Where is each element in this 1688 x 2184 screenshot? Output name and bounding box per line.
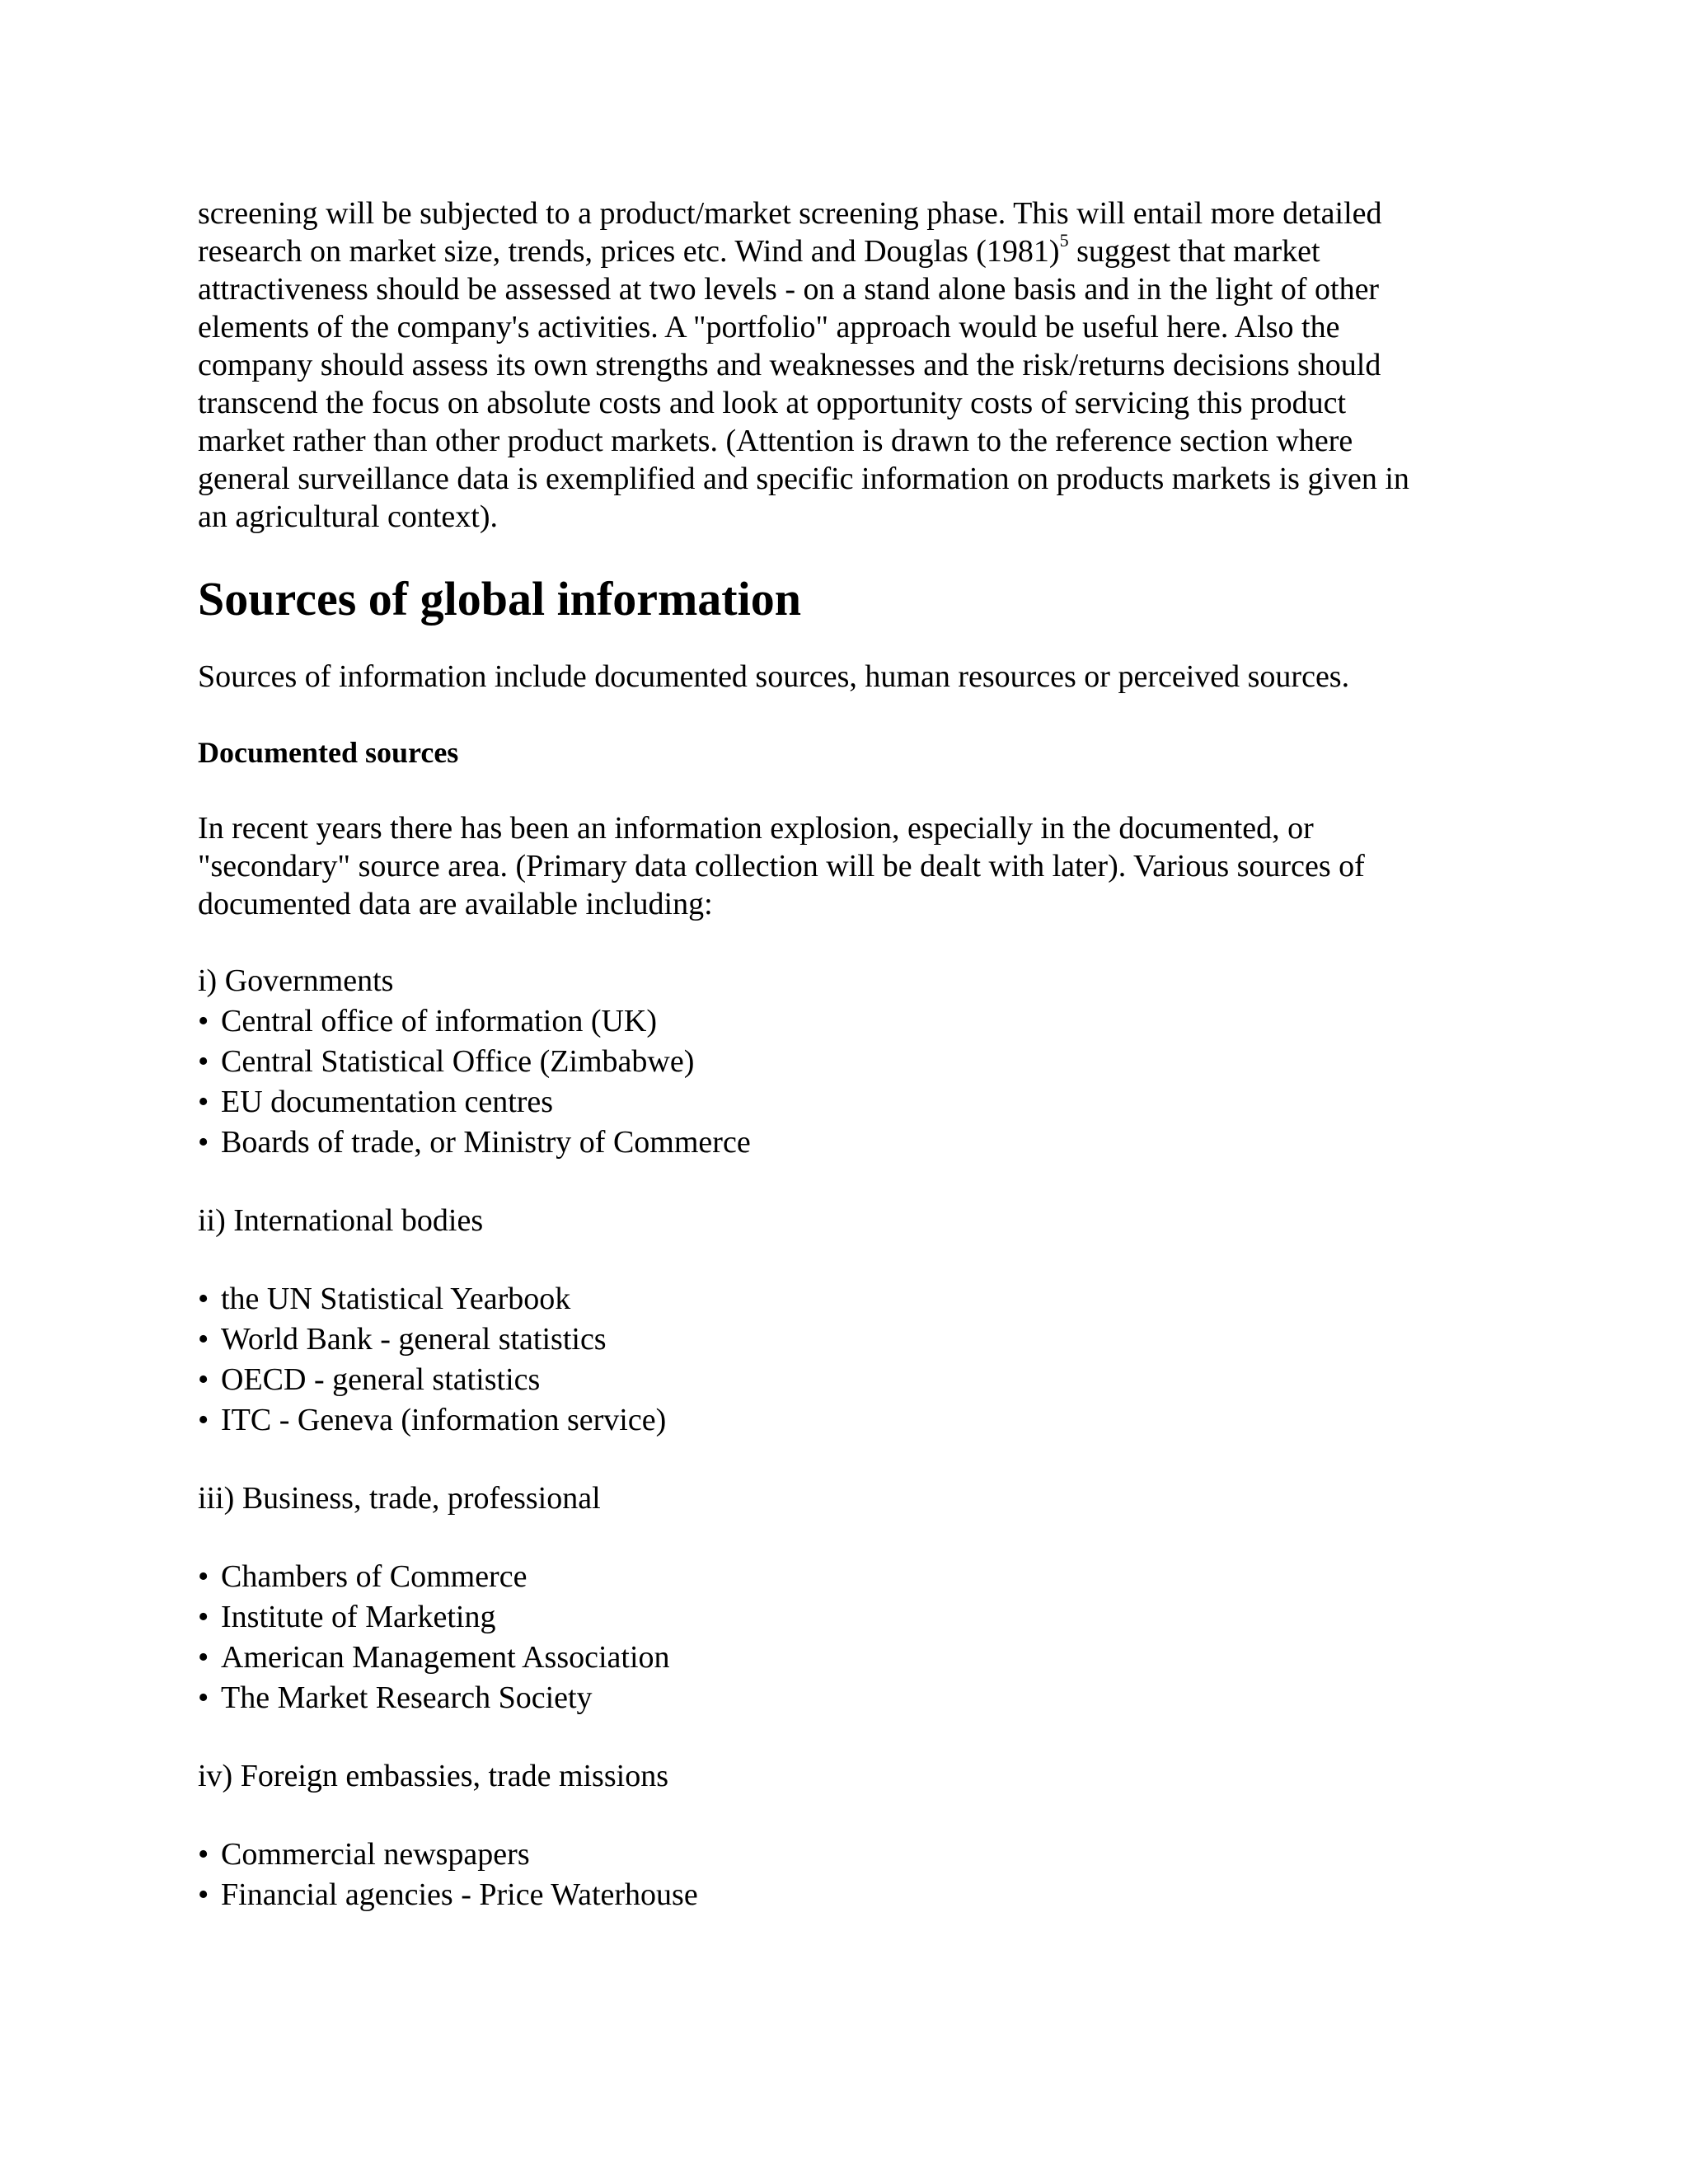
- bullet-icon: •: [198, 1877, 209, 1912]
- list-item-text: World Bank - general statistics: [221, 1322, 607, 1357]
- list-item-text: ITC - Geneva (information service): [221, 1403, 667, 1437]
- opening-line: transcend the focus on absolute costs and look at opportunity costs of servicing this product: [198, 386, 1347, 420]
- opening-line: general surveillance data is exemplified and specific information on products markets is given in: [198, 462, 1409, 496]
- source-group-governments: [198, 961, 1484, 1163]
- bullet-list: [198, 1001, 1484, 1163]
- documented-line: documented data are available including:: [198, 887, 713, 921]
- opening-line: research on market size, trends, prices etc. Wind and Douglas (1981): [198, 234, 1060, 269]
- bullet-icon: •: [198, 1125, 209, 1160]
- bullet-icon: •: [198, 1004, 209, 1038]
- list-item: [198, 1597, 1484, 1638]
- list-item: [198, 1557, 1484, 1597]
- list-item-text: Central Statistical Office (Zimbabwe): [221, 1044, 695, 1079]
- list-item-text: Financial agencies - Price Waterhouse: [221, 1877, 698, 1912]
- list-item: [198, 1001, 1484, 1042]
- documented-sources-paragraph: [198, 809, 1484, 923]
- list-item: [198, 1835, 1484, 1875]
- source-group-foreign-embassies: [198, 1756, 1484, 1915]
- list-item: [198, 1875, 1484, 1915]
- group-title: iv) Foreign embassies, trade missions: [198, 1759, 668, 1793]
- bullet-icon: •: [198, 1600, 209, 1634]
- list-item: [198, 1360, 1484, 1400]
- bullet-icon: •: [198, 1322, 209, 1357]
- list-item-text: Chambers of Commerce: [221, 1559, 528, 1594]
- list-item-text: American Management Association: [221, 1640, 670, 1675]
- bullet-list: [198, 1557, 1484, 1718]
- bullet-icon: •: [198, 1362, 209, 1397]
- list-item-text: Commercial newspapers: [221, 1837, 530, 1872]
- bullet-icon: •: [198, 1085, 209, 1119]
- opening-line: attractiveness should be assessed at two levels - on a stand alone basis and in the light of other: [198, 272, 1380, 307]
- list-item: [198, 1122, 1484, 1163]
- list-item: [198, 1042, 1484, 1082]
- group-title: iii) Business, trade, professional: [198, 1481, 601, 1516]
- bullet-icon: •: [198, 1403, 209, 1437]
- bullet-list: [198, 1835, 1484, 1915]
- opening-line: market rather than other product markets. (Attention is drawn to the reference section where: [198, 424, 1353, 458]
- documented-line: "secondary" source area. (Primary data collection will be dealt with later). Various sources of: [198, 849, 1365, 883]
- documented-sources-subheading: Documented sources: [198, 736, 459, 769]
- intro-paragraph: Sources of information include documented sources, human resources or perceived sources.: [198, 659, 1350, 694]
- bullet-list: [198, 1279, 1484, 1441]
- section-heading: Sources of global information: [198, 572, 801, 626]
- footnote-reference[interactable]: 5: [1059, 230, 1069, 251]
- bullet-icon: •: [198, 1559, 209, 1594]
- list-item-text: Central office of information (UK): [221, 1004, 658, 1038]
- bullet-icon: •: [198, 1837, 209, 1872]
- list-item: [198, 1082, 1484, 1122]
- group-title: ii) International bodies: [198, 1203, 484, 1238]
- group-title: i) Governments: [198, 963, 394, 998]
- opening-line: an agricultural context).: [198, 499, 499, 534]
- list-item-text: The Market Research Society: [221, 1680, 593, 1715]
- list-item: [198, 1279, 1484, 1319]
- list-item-text: Institute of Marketing: [221, 1600, 496, 1634]
- bullet-icon: •: [198, 1640, 209, 1675]
- list-item: [198, 1319, 1484, 1360]
- bullet-icon: •: [198, 1282, 209, 1316]
- opening-line: screening will be subjected to a product/market screening phase. This will entail more detailed: [198, 196, 1382, 231]
- source-group-international-bodies: [198, 1201, 1484, 1441]
- list-item: [198, 1678, 1484, 1718]
- bullet-icon: •: [198, 1680, 209, 1715]
- list-item: [198, 1400, 1484, 1441]
- opening-line: company should assess its own strengths and weaknesses and the risk/returns decisions should: [198, 348, 1381, 382]
- list-item-text: EU documentation centres: [221, 1085, 554, 1119]
- document-page: [198, 194, 1484, 1915]
- list-item-text: OECD - general statistics: [221, 1362, 541, 1397]
- opening-paragraph: [198, 194, 1484, 536]
- source-group-business-trade-professional: [198, 1479, 1484, 1718]
- opening-line-tail: suggest that market: [1068, 234, 1320, 269]
- list-item-text: Boards of trade, or Ministry of Commerce: [221, 1125, 751, 1160]
- bullet-icon: •: [198, 1044, 209, 1079]
- list-item: [198, 1638, 1484, 1678]
- opening-line: elements of the company's activities. A "portfolio" approach would be useful here. Also the: [198, 310, 1340, 344]
- list-item-text: the UN Statistical Yearbook: [221, 1282, 571, 1316]
- documented-line: In recent years there has been an information explosion, especially in the documented, or: [198, 811, 1314, 846]
